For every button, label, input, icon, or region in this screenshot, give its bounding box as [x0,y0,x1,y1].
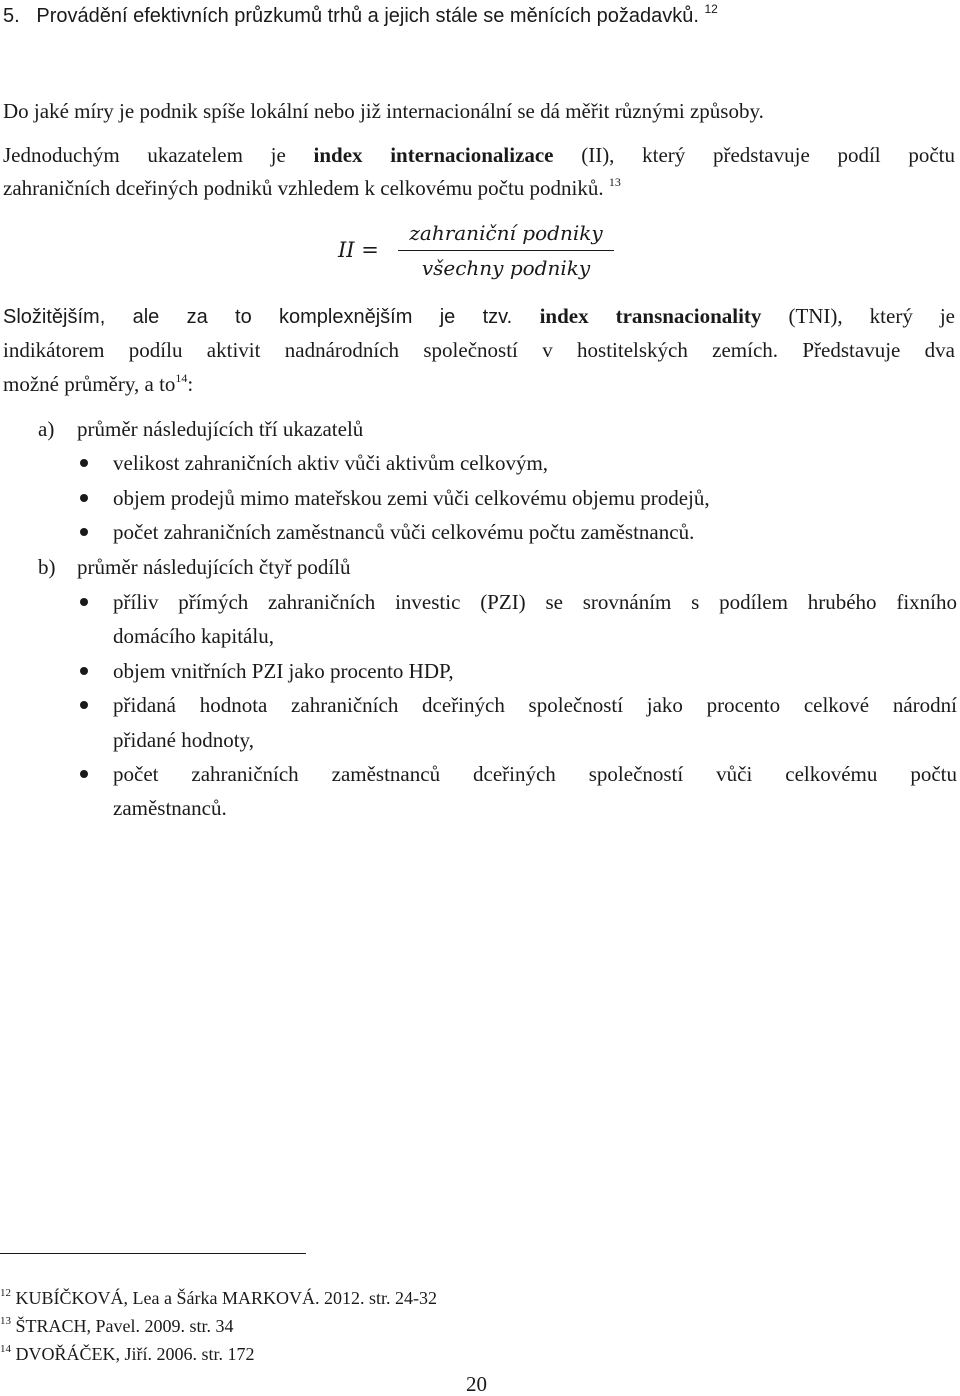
list-item: počet zahraničních zaměstnanců dceřiných společností vůči celkovému počtu [113,762,957,786]
formula-numerator: zahraniční podniky [409,221,603,245]
list-item-5 [3,3,718,29]
paragraph-line: zahraničních dceřiných podniků vzhledem k celkovému počtu podniků. $^{13}$ [3,175,621,200]
footnote-number: 13 [0,1315,11,1327]
term-index-transnacionality: index transnacionality [539,304,762,328]
bullet-icon [80,701,88,709]
paragraph-line: indikátorem podílu aktivit nadnárodních společností v hostitelských zemích. Představuje dva [3,338,955,362]
paragraph-line: Do jaké míry je podnik spíše lokální nebo již internacionální se dá měřit různými způsoby. [3,99,764,123]
bullet-icon [80,598,88,606]
bullet-icon [80,667,88,675]
page-number: 20 [466,1372,487,1396]
list-item: objem vnitřních PZI jako procento HDP, [113,659,454,683]
item-text: Provádění efektivních průzkumů trhů a jejich stále se měnících požadavků. [36,5,699,27]
paragraph-line: Složitějším, ale za to komplexnějším je tzv. index transnacionality (TNI), který je [3,304,956,328]
list-a-label: a) [38,417,55,441]
footnote-text: ŠTRACH, Pavel. 2009. str. 34 [15,1316,234,1336]
paragraph-line: možné průměry, a $to^{14}$: [3,371,194,396]
formula-lhs: II = [338,238,379,262]
footnote-ref: 12 [704,2,718,16]
footnote-ref: 13 [608,175,621,189]
item-number: 5. [3,5,20,27]
footnote-number: 14 [0,1343,11,1355]
footnote-ref: 14 [175,371,188,385]
footnote-text: KUBÍČKOVÁ, Lea a Šárka MARKOVÁ. 2012. str. 24-32 [15,1288,437,1308]
paragraph-line: Jednoduchým ukazatelem je index internacionalizace (II), který představuje podíl počtu [3,143,955,167]
list-b-heading: průměr následujících čtyř podílů [77,555,351,579]
bullet-icon [80,494,88,502]
list-b-label: b) [38,555,56,579]
bullet-icon [80,528,88,536]
term-index-internacionalizace: index internacionalizace [313,143,554,167]
list-item-continuation: zaměstnanců. [113,796,227,820]
formula-fraction [396,216,616,285]
formula-denominator: všechny podniky [421,256,591,280]
footnote [0,1343,255,1365]
list-item: objem prodejů mimo mateřskou zemi vůči celkovému objemu prodejů, [113,486,710,510]
footnote-separator [0,1253,306,1254]
list-item-continuation: domácího kapitálu, [113,624,274,648]
list-a-heading: průměr následujících tří ukazatelů [77,417,364,441]
list-item: přidaná hodnota zahraničních dceřiných společností jako procento celkové národní [113,693,957,717]
list-item: příliv přímých zahraničních investic (PZI) se srovnáním s podílem hrubého fixního [113,590,957,614]
list-item-continuation: přidané hodnoty, [113,728,254,752]
footnote-text: DVOŘÁČEK, Jiří. 2006. str. 172 [15,1344,255,1364]
footnote [0,1287,437,1309]
bullet-icon [80,459,88,467]
bullet-icon [80,770,88,778]
footnote-number: 12 [0,1287,11,1299]
list-item: počet zahraničních zaměstnanců vůči celkovému počtu zaměstnanců. [113,520,695,544]
footnote [0,1315,234,1337]
list-item: velikost zahraničních aktiv vůči aktivům celkovým, [113,451,549,475]
